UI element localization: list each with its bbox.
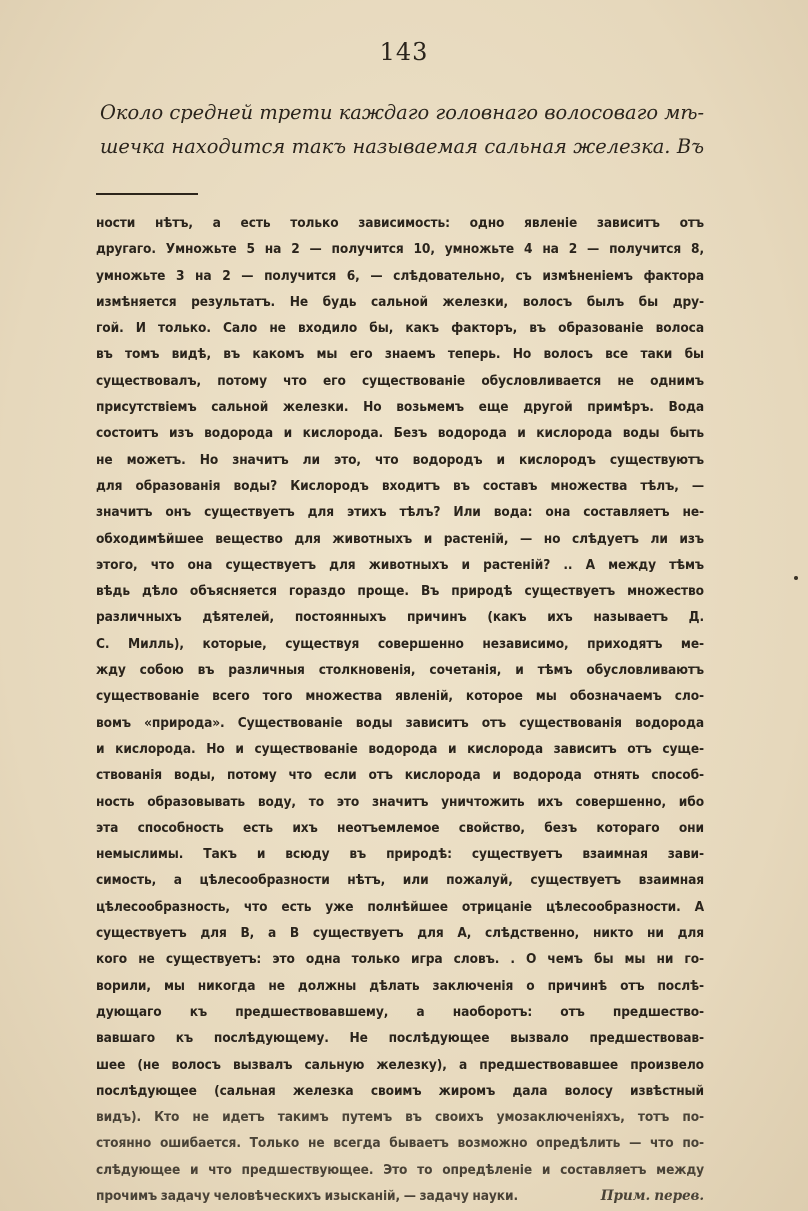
footnote-last-line [96, 1183, 704, 1209]
footnote [96, 210, 704, 1209]
footnote-line: эта способность есть ихъ неотъемлемое свойство, безъ котораго они [96, 819, 704, 836]
footnote-line: существуетъ для В, а В существуетъ для А, слѣдственно, никто ни для [96, 925, 704, 942]
footnote-line: ность образовывать воду, то это значитъ уничтожить ихъ совершенно, ибо [96, 793, 704, 810]
footnote-line: С. Милль), которые, существуя совершенно независимо, приходятъ ме- [96, 635, 704, 652]
footnote-line: значитъ онъ существуетъ для этихъ тѣлъ? Или вода: она составляетъ не- [96, 504, 704, 521]
footnote-line: другаго. Умножьте 5 на 2 — получится 10, умножьте 4 на 2 — получится 8, [96, 241, 704, 258]
footnote-line: состоитъ изъ водорода и кислорода. Безъ водорода и кислорода воды быть [96, 425, 704, 442]
footnote-line: видъ). Кто не идетъ такимъ путемъ въ своихъ умозаключеніяхъ, тотъ по- [96, 1109, 704, 1126]
footnote-line: для образованія воды? Кислородъ входитъ въ составъ множества тѣлъ, — [96, 477, 704, 494]
footnote-line: существованіе всего того множества явленій, которое мы обозначаемъ сло- [96, 688, 704, 705]
footnote-line: слѣдующее и что предшествующее. Это то опредѣленіе и составляетъ между [96, 1161, 704, 1178]
footnote-line: не можетъ. Но значитъ ли это, что водородъ и кислородъ существуютъ [96, 451, 704, 468]
page-number: 143 [379, 38, 429, 66]
footnote-line: кого не существуетъ: это одна только игра словъ. . О чемъ бы мы ни го- [96, 951, 704, 968]
main-text-line: Около средней трети каждаго головнаго волосоваго мѣ- [100, 101, 704, 124]
footnote-line: жду собою въ различныя столкновенія, сочетанія, и тѣмъ обусловливаютъ [96, 662, 704, 679]
footnote-line: измѣняется результатъ. Не будь сальной железки, волосъ былъ бы дру- [96, 293, 704, 310]
footnote-line: вѣдь дѣло объясняется гораздо проще. Въ природѣ существуетъ множество [96, 583, 704, 600]
footnote-line: различныхъ дѣятелей, постоянныхъ причинъ (какъ ихъ называетъ Д. [96, 609, 704, 626]
footnote-closing-text: прочимъ задачу человѣческихъ изысканій, — задачу науки. [96, 1187, 519, 1204]
paper-speck [794, 576, 798, 580]
footnote-line: и кислорода. Но и существованіе водорода и кислорода зависитъ отъ суще- [96, 740, 704, 757]
footnote-separator-rule [96, 193, 198, 195]
footnote-line: ности нѣтъ, а есть только зависимость: одно явленіе зависитъ отъ [96, 215, 704, 231]
footnote-line: ствованія воды, потому что если отъ кислорода и водорода отнять способ- [96, 767, 704, 784]
main-text [100, 96, 704, 164]
footnote-line: гой. И только. Сало не входило бы, какъ факторъ, въ образованіе волоса [96, 320, 704, 337]
footnote-line: вомъ «природа». Существованіе воды зависитъ отъ существованія водорода [96, 714, 704, 731]
footnote-line: немыслимы. Такъ и всюду въ природѣ: существуетъ взаимная зави- [96, 846, 704, 863]
footnote-line: ворили, мы никогда не должны дѣлать заключенія о причинѣ отъ послѣ- [96, 977, 704, 994]
translator-note-attribution: Прим. перев. [600, 1187, 704, 1204]
footnote-line: шее (не волосъ вызвалъ сальную железку), а предшествовавшее произвело [96, 1056, 704, 1073]
main-text-line: шечка находится такъ называемая сальная железка. Въ [100, 135, 704, 158]
footnote-line: умножьте 3 на 2 — получится 6, — слѣдовательно, съ измѣненіемъ фактора [96, 267, 704, 284]
footnote-line: присутствіемъ сальной железки. Но возьмемъ еще другой примѣръ. Вода [96, 399, 704, 416]
footnote-line: послѣдующее (сальная железка своимъ жиромъ дала волосу извѣстный [96, 1082, 704, 1099]
footnote-line: стоянно ошибается. Только не всегда бываетъ возможно опредѣлить — что по- [96, 1135, 704, 1152]
footnote-line: существовалъ, потому что его существованіе обусловливается не однимъ [96, 372, 704, 389]
footnote-line: вавшаго къ послѣдующему. Не послѣдующее вызвало предшествовав- [96, 1030, 704, 1047]
footnote-line: дующаго къ предшествовавшему, а наоборотъ: отъ предшество- [96, 1003, 704, 1020]
footnote-line: въ томъ видѣ, въ какомъ мы его знаемъ теперь. Но волосъ все таки бы [96, 346, 704, 363]
footnote-line: симость, а цѣлесообразности нѣтъ, или пожалуй, существуетъ взаимная [96, 872, 704, 889]
footnote-line: обходимѣйшее вещество для животныхъ и растеній, — но слѣдуетъ ли изъ [96, 530, 704, 547]
footnote-line: этого, что она существуетъ для животныхъ и растеній? .. А между тѣмъ [96, 556, 704, 573]
footnote-line: цѣлесообразность, что есть уже полнѣйшее отрицаніе цѣлесообразности. А [96, 898, 704, 915]
